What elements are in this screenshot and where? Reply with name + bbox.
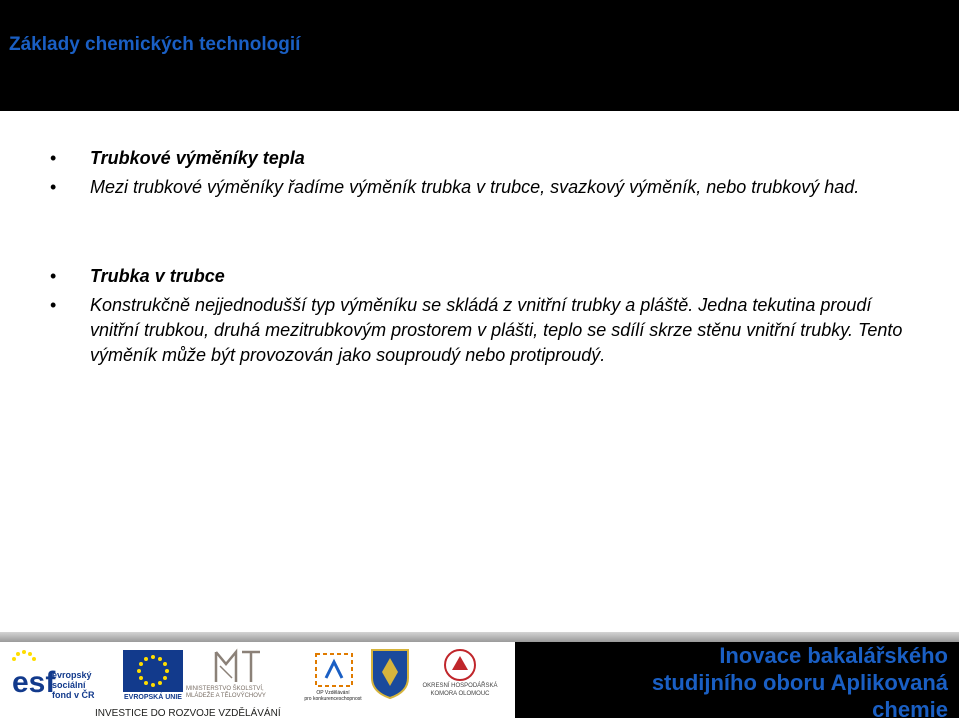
bullet-section2-title [50, 264, 910, 289]
footer-slogan-panel [515, 642, 959, 722]
investice-text: INVESTICE DO ROZVOJE VZDĚLÁVÁNÍ [95, 708, 281, 719]
svg-text:esf: esf [12, 666, 56, 698]
bullet-section2-text [50, 293, 910, 368]
slide-content [50, 146, 910, 368]
section2-text: Konstrukčně nejjednodušší typ výměníku se skládá z vnitřní trubky a pláště. Jedna tekutina proudí vnitřní trubkou, druhá mezitrubkovým prostorem v plášti, teplo se sdílí skrze stěnu vnitřní trubky. Tento výměník může být provozován jako souproudý nebo protiproudý. [90, 295, 903, 365]
slogan-line1: Inovace bakalářského [719, 643, 948, 668]
bullet-icon: • [50, 295, 57, 315]
eu-caption: EVROPSKÁ UNIE [124, 694, 182, 701]
page-title: Základy chemických technologií [9, 34, 301, 55]
slogan-line2: studijního oboru Aplikovaná [651, 670, 948, 695]
msmt-caption: MINISTERSTVO ŠKOLSTVÍ, MLÁDEŽE A TĚLOVÝCHOVY [186, 686, 266, 699]
bullet-icon: • [50, 177, 57, 197]
msmt-logo-icon [212, 648, 264, 686]
bullet-section1-text [50, 175, 910, 200]
eu-flag-icon [123, 650, 183, 692]
bullet-icon: • [50, 266, 57, 286]
op-logo-icon [312, 650, 356, 690]
section1-title: Trubkové výměníky tepla [90, 148, 305, 168]
bullet-icon: • [50, 148, 57, 168]
esf-logo-icon [10, 650, 56, 698]
footer-divider [0, 632, 959, 642]
slogan-line3: chemie [872, 697, 948, 722]
ohk-caption: OKRESNÍ HOSPODÁŘSKÁ KOMORA OLOMOUC [422, 683, 498, 697]
bullet-section1-title [50, 146, 910, 171]
section1-text: Mezi trubkové výměníky řadíme výměník trubka v trubce, svazkový výměník, nebo trubkový had. [90, 177, 860, 197]
footer-slogan [652, 642, 948, 723]
section2-title: Trubka v trubce [90, 266, 225, 286]
esf-logo-text: evropský sociální fond v ČR [52, 670, 95, 700]
upol-logo-icon [370, 648, 410, 700]
header-bar [0, 0, 959, 111]
footer-logos [0, 642, 515, 718]
op-caption: OP Vzdělávání pro konkurenceschopnost [304, 690, 362, 702]
ohk-olomouc-logo-icon [442, 648, 478, 682]
